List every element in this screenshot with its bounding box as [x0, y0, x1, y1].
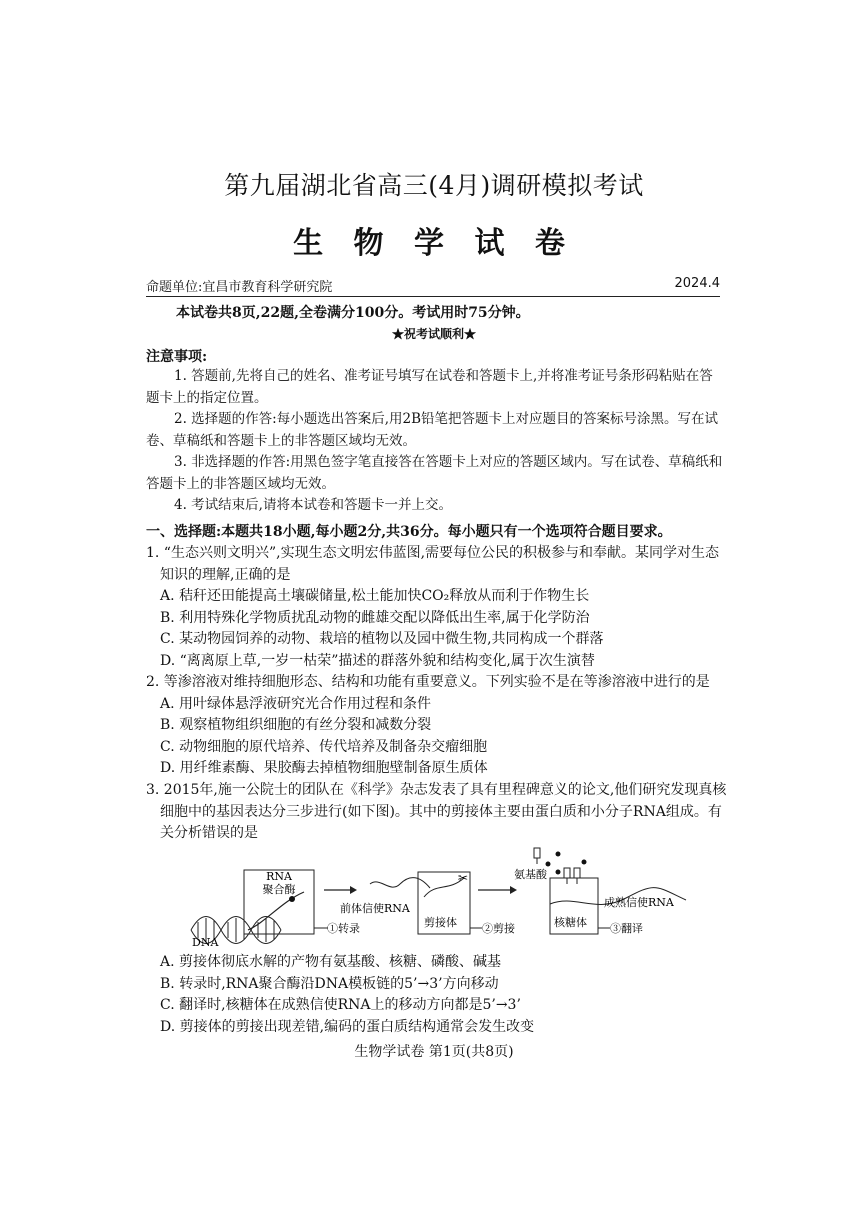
- notice-title: 注意事项:: [146, 349, 208, 365]
- question-stem: 2. 等渗溶液对维持细胞形态、结构和功能有重要意义。下列实验不是在等渗溶液中进行的是: [146, 674, 710, 690]
- subject-title: 生 物 学 试 卷: [293, 226, 575, 261]
- option-c: C. 某动物园饲养的动物、栽培的植物以及园中微生物,共同构成一个群落: [160, 631, 604, 647]
- amino-acid-dot: [546, 862, 551, 867]
- option-d: D. 用纤维素酶、果胶酶去掉植物细胞壁制备原生质体: [160, 760, 488, 776]
- option-b: B. 转录时,RNA聚合酶沿DNA模板链的5’→3’方向移动: [160, 975, 499, 992]
- notice-item: 1. 答题前,先将自己的姓名、准考证号填写在试卷和答题卡上,并将准考证号条形码粘贴在答题卡上的指定位置。: [146, 368, 713, 406]
- amino-acid-label: 氨基酸: [514, 868, 547, 881]
- notice-item: 2. 选择题的作答:每小题选出答案后,用2B铅笔把答题卡上对应题目的答案标号涂黑。写在试卷、草稿纸和答题卡上的非答题区域均无效。: [146, 411, 719, 449]
- exam-date: 2024.4: [674, 276, 720, 291]
- exam-info: 本试卷共8页,22题,全卷满分100分。考试用时75分钟。: [176, 305, 530, 321]
- pre-mrna-strand: [370, 878, 430, 888]
- ribosome-label: 核糖体: [554, 916, 587, 929]
- exam-title: 第九届湖北省高三(4月)调研模拟考试: [224, 171, 644, 200]
- rna-polymerase-dot: [289, 896, 295, 902]
- question-1: [146, 543, 728, 672]
- rna-pol-label-1: RNA: [266, 870, 292, 883]
- amino-acid-dot: [556, 870, 561, 875]
- arrow-icon: [478, 886, 517, 894]
- option-d: D. 剪接体的剪接出现差错,编码的蛋白质结构通常会发生改变: [160, 1018, 535, 1035]
- step1-label: ①转录: [327, 922, 360, 935]
- option-a: A. 用叶绿体悬浮液研究光合作用过程和条件: [160, 695, 432, 712]
- good-luck-line: ★祝考试顺利★: [391, 327, 476, 341]
- question-2: [146, 672, 728, 780]
- option-a: A. 秸秆还田能提高土壤碳储量,松土能加快CO₂释放从而利于作物生长: [160, 588, 590, 604]
- notice-list: [146, 366, 726, 517]
- question-3: [146, 780, 728, 845]
- dna-label: DNA: [192, 936, 219, 949]
- author-unit: 命题单位:宜昌市教育科学研究院: [146, 280, 333, 295]
- mrna-strand: [248, 892, 304, 930]
- amino-acid-dot: [556, 852, 561, 857]
- question-3-options: [146, 952, 728, 1038]
- step2-label: ②剪接: [482, 922, 515, 935]
- scissors-icon: ✂: [458, 871, 469, 885]
- option-d: D. “离离原上草,一岁一枯荣”描述的群落外貌和结构变化,属于次生演替: [160, 652, 595, 669]
- header-meta-line: [146, 274, 720, 297]
- gene-expression-figure: [186, 842, 726, 952]
- mature-mrna-label: 成熟信使RNA: [604, 896, 674, 909]
- spliceosome-label: 剪接体: [424, 916, 457, 929]
- question-stem: 3. 2015年,施一公院士的团队在《科学》杂志发表了具有里程碑意义的论文,他们研究发现真核细胞中的基因表达分三步进行(如下图)。其中的剪接体主要由蛋白质和小分子RNA组成。有关分析错误的是: [146, 782, 727, 841]
- option-c: C. 动物细胞的原代培养、传代培养及制备杂交瘤细胞: [160, 738, 488, 755]
- notice-item: 3. 非选择题的作答:用黑色签字笔直接答在答题卡上对应的答题区域内。写在试卷、草稿纸和答题卡上的非答题区域均无效。: [146, 454, 723, 492]
- rna-pol-label-2: 聚合酶: [262, 883, 296, 896]
- arrow-icon: [324, 886, 357, 894]
- option-c: C. 翻译时,核糖体在成熟信使RNA上的移动方向都是5’→3’: [160, 997, 521, 1013]
- option-a: A. 剪接体彻底水解的产物有氨基酸、核糖、磷酸、碱基: [160, 954, 502, 970]
- pre-mrna-label: 前体信使RNA: [340, 902, 410, 915]
- question-stem: 1. “生态兴则文明兴”,实现生态文明宏伟蓝图,需要每位公民的积极参与和奉献。某同学对生态知识的理解,正确的是: [146, 545, 720, 583]
- option-b: B. 利用特殊化学物质扰乱动物的雌雄交配以降低出生率,属于化学防治: [160, 609, 590, 626]
- notice-item: 4. 考试结束后,请将本试卷和答题卡一并上交。: [174, 497, 452, 513]
- option-b: B. 观察植物组织细胞的有丝分裂和减数分裂: [160, 717, 432, 733]
- step3-label: ③翻译: [610, 922, 643, 935]
- amino-acid-dot: [582, 860, 587, 865]
- section-heading: 一、选择题:本题共18小题,每小题2分,共36分。每小题只有一个选项符合题目要求。: [146, 524, 672, 540]
- page-footer: 生物学试卷 第1页(共8页): [354, 1044, 514, 1060]
